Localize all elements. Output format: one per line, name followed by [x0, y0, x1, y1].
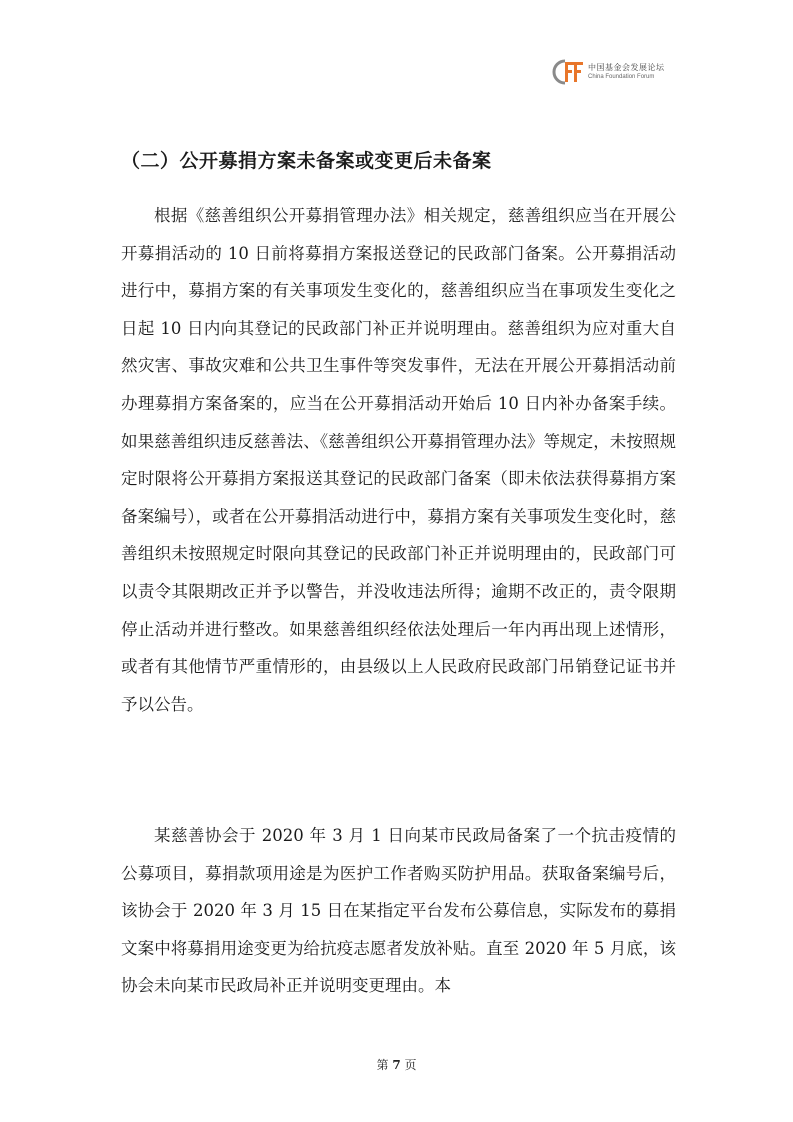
page-number-suffix: 页 — [404, 1058, 417, 1072]
page-number-prefix: 第 — [376, 1058, 389, 1072]
page-number: 7 — [392, 1058, 401, 1072]
logo-name-cn: 中国基金会发展论坛 — [588, 63, 665, 72]
page-footer — [0, 1056, 793, 1073]
forum-logo — [551, 58, 681, 86]
section-heading: （二）公开募捐方案未备案或变更后未备案 — [121, 150, 492, 172]
forum-logo-icon — [551, 58, 585, 86]
body-paragraph-regulations: 根据《慈善组织公开募捐管理办法》相关规定，慈善组织应当在开展公开募捐活动的 10 日前将募捐方案报送登记的民政部门备案。公开募捐活动进行中，募捐方案的有关事项发生变化的，慈善组织应当在事项发生变化之日起 10 日内向其登记的民政部门补正并说明理由。慈善组织为应对重大自然灾害、事故灾难和公共卫生事件等突发事件，无法在开展公开募捐活动前办理募捐方案备案的，应当在公开募捐活动开始后 10 日内补办备案手续。如果慈善组织违反慈善法、《慈善组织公开募捐管理办法》等规定，未按照规定时限将公开募捐方案报送其登记的民政部门备案（即未依法获得募捐方案备案编号），或者在公开募捐活动进行中，募捐方案有关事项发生变化时，慈善组织未按照规定时限向其登记的民政部门补正并说明理由的，民政部门可以责令其限期改正并予以警告，并没收违法所得；逾期不改正的，责令限期停止活动并进行整改。如果慈善组织经依法处理后一年内再出现上述情形，或者有其他情节严重情形的，由县级以上人民政府民政部门吊销登记证书并予以公告。 — [121, 206, 676, 714]
body-paragraph-case-example: 某慈善协会于 2020 年 3 月 1 日向某市民政局备案了一个抗击疫情的公募项目，募捐款项用途是为医护工作者购买防护用品。获取备案编号后，该协会于 2020 年 3 月 15 日在某指定平台发布公募信息，实际发布的募捐文案中将募捐用途变更为给抗疫志愿者发放补贴。直至 2020 年 5 月底，该协会未向某市民政局补正并说明变更理由。本 — [121, 826, 676, 996]
logo-name-en: China Foundation Forum — [588, 74, 655, 80]
